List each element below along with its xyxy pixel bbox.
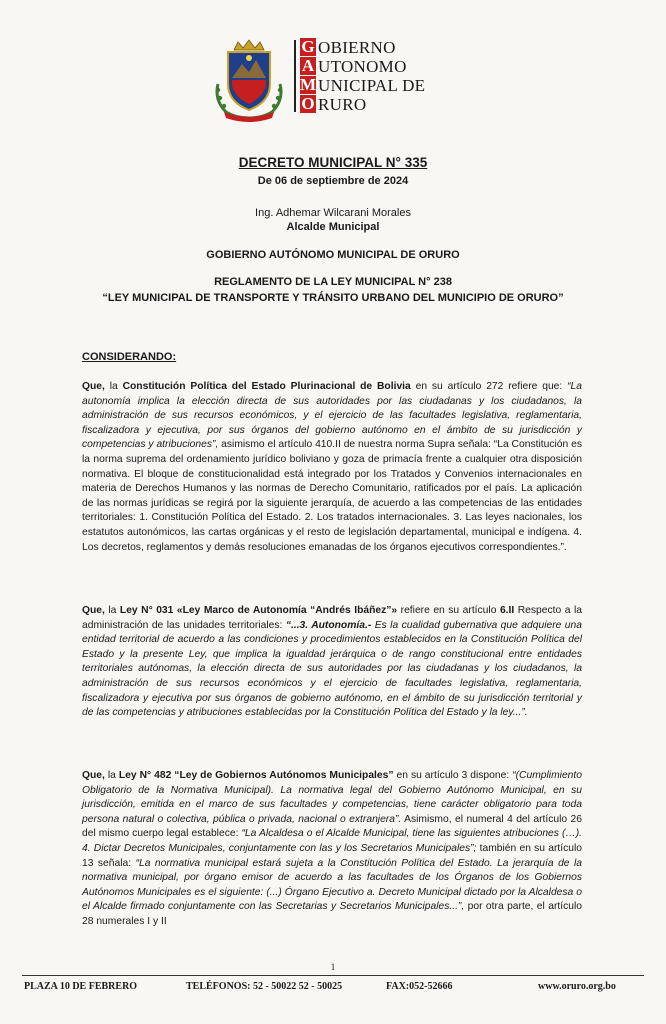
paragraph-ley-031 [82, 604, 582, 721]
paragraph-text: en su artículo 3 dispone: [393, 770, 513, 781]
paragraph-text: la [104, 770, 119, 781]
footer-divider [22, 975, 644, 976]
footer-phones: TELÉFONOS: 52 - 50022 52 - 50025 [186, 981, 343, 992]
paragraph-lead: Que, [82, 770, 105, 781]
mayor-title: Alcalde Municipal [286, 221, 380, 233]
law-title: “LEY MUNICIPAL DE TRANSPORTE Y TRÁNSITO URBANO DEL MUNICIPIO DE ORURO” [102, 292, 564, 304]
quoted-text: “(Cumplimiento Obligatorio de la Normativa Municipal). La normativa legal del Gobierno Autónomo Municipal, en su jurisdicción, emitida en el marco de sus facultades y competencias, tiene carácter obligatorio para toda persona natural o colectiva, pública o privada, nacional o extranjera”. [82, 770, 582, 825]
coat-of-arms-icon [212, 38, 286, 122]
quoted-heading: “...3. Autonomía.- [285, 619, 372, 631]
quoted-text: Es la cualidad gubernativa que adquiere una entidad territorial de acuerdo a las condiciones y procedimientos establecidos en la Constitución Política del Estado y la presente Ley, que implica la igualdad jerárquica o de rango constitucional entre entidades territoriales autónomas, la elección directa de sus autoridades por las ciudadanas y los ciudadanos, la administración de sus recursos económicos y el ejercicio de facultades legislativa, reglamentaria, fiscalizadora y ejecutiva por sus órganos de gobierno autónomo, en el ámbito de su jurisdicción territorial y de las competencias y atribuciones establecidas por la Constitución Política del Estado y la ley...”. [82, 619, 582, 719]
regulation-title: REGLAMENTO DE LA LEY MUNICIPAL N° 238 [214, 276, 452, 288]
paragraph-text: Asimismo, el numeral 4 del artículo 26 del mismo cuerpo legal establece: [82, 813, 583, 840]
government-name: GOBIERNO AUTÓNOMO MUNICIPAL DE ORURO [206, 249, 460, 261]
quoted-text: “La normativa municipal estará sujeta a la Constitución Política del Estado. La jerarquía de la normativa municipal, por órgano emisor de acuerdo a las facultades de los Órganos de los Gobiernos Autónomos Municipales es el siguiente: (...) Órgano Ejecutivo a. Decreto Municipal dictado por la Alcaldesa o el Alcalde firmado conjuntamente con las Secretarias y Secretarios Municipales...”, [82, 857, 583, 913]
footer-address: PLAZA 10 DE FEBRERO [24, 981, 138, 992]
paragraph-constitution [82, 380, 582, 555]
gamo-name [318, 38, 425, 114]
law-reference: Constitución Política del Estado Plurinacional de Bolivia [122, 381, 411, 392]
article-reference: 6.II [499, 605, 515, 616]
mayor-name: Ing. Adhemar Wilcarani Morales [255, 207, 411, 219]
paragraph-ley-482 [82, 769, 582, 930]
paragraph-text: Respecto a la administración de las unidades territoriales: [82, 605, 582, 631]
paragraph-text: refiere en su artículo [397, 605, 500, 616]
quoted-text: “La Alcaldesa o el Alcalde Municipal, tiene las siguientes atribuciones (…). 4. Dictar Decretos Municipales, conjuntamente con las y los Secretarios Municipales”; [82, 828, 582, 854]
decree-date: De 06 de septiembre de 2024 [257, 175, 409, 187]
paragraph-text: en su artículo 272 refiere que: [410, 381, 568, 392]
paragraph-text: la [104, 605, 120, 616]
paragraph-lead: Que, [82, 605, 105, 616]
quoted-text: “La autonomía implica la elección directa de sus autoridades por las ciudadanas y los ciudadanos, la administración de sus recursos económicos, y el ejercicio de las facultades legislativa, reglamentaria, fiscalizadora y ejecutiva, por sus órganos del gobierno autónomo en el ámbito de su jurisdicción y competencias y atribuciones”, [82, 381, 582, 451]
paragraph-text: también en su artículo 13 señala: [82, 842, 582, 869]
gamo-letter-m: M [300, 75, 317, 94]
considerando-heading: CONSIDERANDO: [82, 351, 177, 363]
gamo-letter-o: O [301, 94, 315, 113]
paragraph-text: la [104, 381, 123, 392]
footer-website: www.oruro.org.bo [538, 981, 616, 992]
decree-title: DECRETO MUNICIPAL N° 335 [238, 155, 428, 170]
paragraph-text: por otra parte, el artículo 28 numerales I y II [82, 901, 582, 927]
gamo-word-2: UTONOMO [318, 57, 407, 76]
gamo-word-1: OBIERNO [318, 38, 396, 57]
header-divider [294, 40, 296, 112]
page-number: 1 [330, 962, 336, 972]
gamo-letter-g: G [301, 37, 315, 56]
gamo-acronym [300, 38, 316, 114]
law-reference: Ley N° 482 “Ley de Gobiernos Autónomos Municipales” [118, 770, 394, 781]
gamo-letter-a: A [301, 56, 315, 75]
gamo-word-4: RURO [318, 95, 367, 114]
gamo-word-3: UNICIPAL DE [318, 76, 426, 95]
paragraph-text: asimismo el artículo 410.II de nuestra norma Supra señala: “La Constitución es la norma suprema del ordenamiento jurídico boliviano y goza de primacía frente a cualquier otra disposición normativa. El bloque de constitucionalidad está integrado por los Tratados y Convenios internacionales en materia de Derechos Humanos y las normas de Derecho Comunitario, ratificados por el país. La aplicación de las normas jurídicas se regirá por la siguiente jerarquía, de acuerdo a las competencias de las entidades territoriales: 1. Constitución Política del Estado. 2. Los tratados internacionales. 3. Las leyes nacionales, los estatutos autonómicos, las cartas orgánicas y el resto de legislación departamental, municipal e indígena. 4. Los decretos, reglamentos y demás resoluciones emanadas de los órganos ejecutivos correspondientes.”. [82, 439, 582, 553]
municipal-header [212, 30, 472, 122]
law-reference: Ley N° 031 «Ley Marco de Autonomía “Andrés Ibáñez”» [119, 605, 398, 616]
footer-fax: FAX:052-52666 [386, 981, 453, 992]
paragraph-lead: Que, [82, 381, 105, 392]
